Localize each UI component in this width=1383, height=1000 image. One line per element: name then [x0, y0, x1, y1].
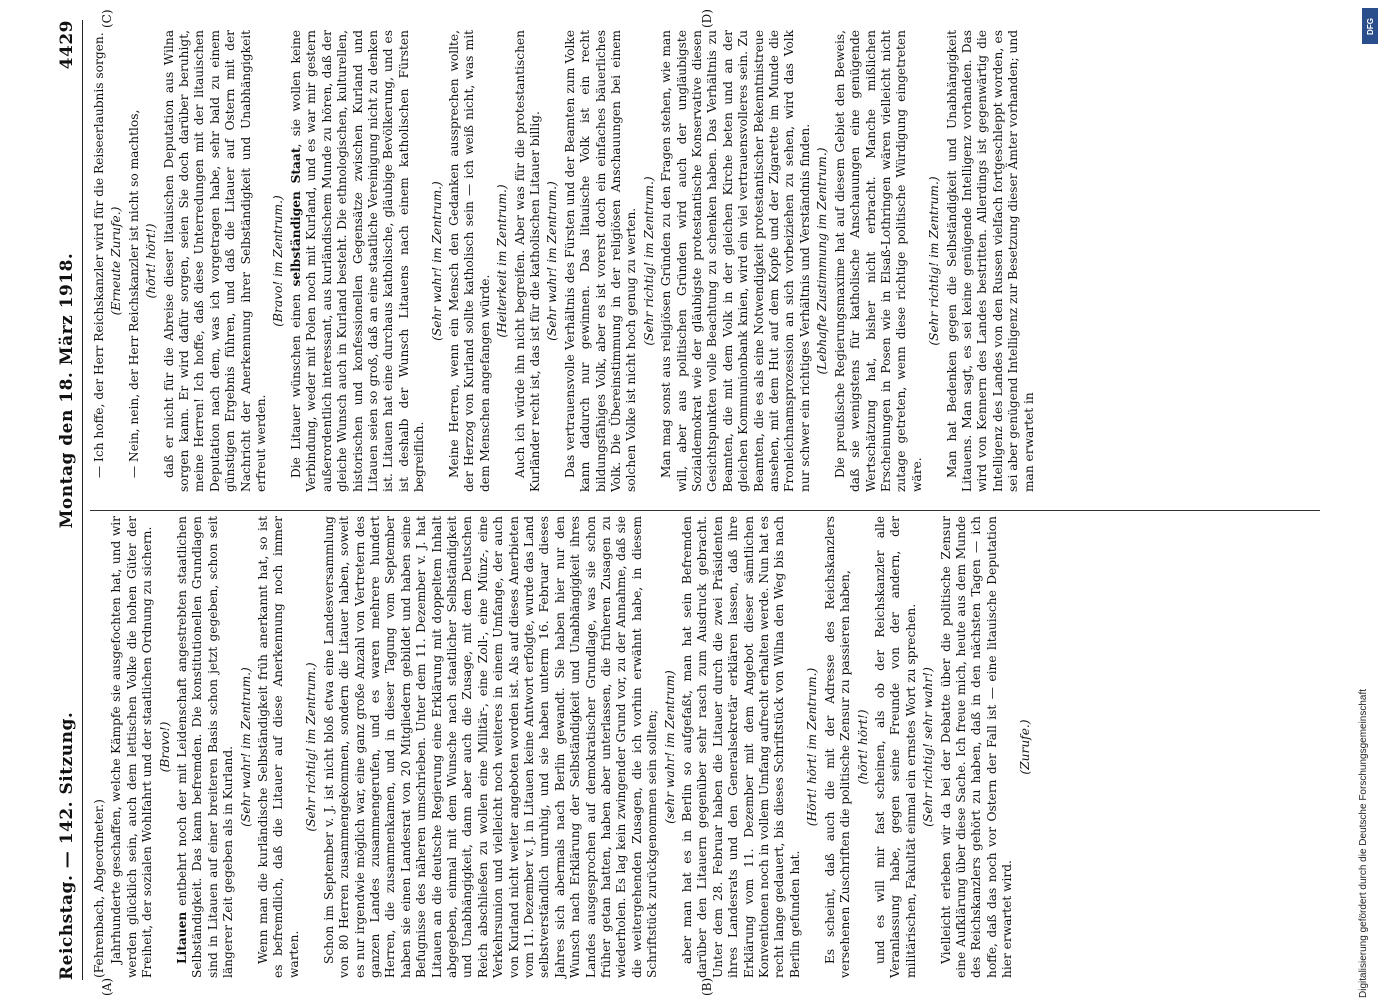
page-number: 4429: [57, 20, 77, 70]
margin-marker-d: (D): [700, 9, 714, 28]
interjection: (Sehr richtig! im Zentrum.): [304, 662, 319, 832]
interjection: (Bravo! im Zentrum.): [271, 195, 286, 327]
bold-term: selbständigen Staat: [288, 147, 303, 287]
paragraph: Wenn man die kurländische Selbständigkeit früh anerkannt hat, so ist es befremdlich, daß die Litauer auf diese Anerkennung noch immer warten.: [256, 516, 301, 978]
paragraph: Schon im September v. J. ist nicht bloß etwa eine Landesversammlung von 80 Herren zusammengekommen, sondern die Litauer haben, soweit es nur irgendwie möglich war, eine ganz große Anzahl von Vertretern des ganzen Landes zusammengerufen, und es waren mehrere hundert Herren, die zusammenkamen, und in dieser Tagung vom September haben sie einen Landesrat von 20 Mitgliedern gebildet und haben seine Befugnisse des näheren umschrieben. Unter dem 11. Dezember v. J. hat Litauen an die deutsche Regierung eine Erklärung mit doppeltem Inhalt abgegeben, einmal mit dem Wunsche nach staatlicher Selbständigkeit und Unabhängigkeit, dann aber auch die Zusage, mit dem Deutschen Reich abschließen zu wollen eine Militär-, eine Zoll-, eine Münz-, eine Verkehrsunion und vielleicht noch weiteres in einem Umfange, der auch von Kurland nicht weiter angeboten worden ist. Als auf dieses Anerbieten vom 11. Dezember v. J. in Litauen keine Antwort erfolgte, wurde das Land selbstverständlich unruhig, und sie haben unterm 16. Februar dieses Jahres sich abermals nach Berlin gewandt. Sie haben hier nur den Wunsch nach Erklärung der Selbständigkeit und Unabhängigkeit ihres Landes ausgesprochen auf demokratischer Grundlage, was sie schon früher getan hatten, haben aber unterlassen, die früheren Zusagen zu wiederholen. Es lag kein zwingender Grund vor, zu der Annahme, daß sie die weitergehenden Zusagen, die ich vorhin erwähnt habe, in diesem Schriftstück zurückgenommen sein sollten;: [321, 516, 660, 978]
column-divider: [90, 510, 1320, 511]
header-left: Reichstag. — 142. Sitzung.: [57, 711, 77, 980]
left-column: [92, 516, 1035, 978]
paragraph: und es will mir fast scheinen, als ob der Reichskanzler alle Veranlassung habe, gegen seine Freunde von der andern, der militärischen, Fakultät einmal ein ernstes Wort zu sprechen.: [872, 516, 918, 978]
interjection: (hört! hört!): [144, 223, 159, 299]
digitization-note: Digitalisierung gefördert durch die Deutsche Forschungsgemeinschaft: [1358, 688, 1369, 998]
paragraph: aber man hat es in Berlin so aufgefaßt, man hat sein Befremden darüber den Litauern gegenüber sehr rasch zum Ausdruck gebracht. Unter dem 28. Februar haben die Litauer durch die zwei Präsidenten ihres Landesrats und den Generalsekretär erklären lassen, daß ihre Erklärung vom 11. Dezember mit dem Angebot dieser sämtlichen Konventionen noch in vollem Umfang aufrecht erhalten werde. Nun hat es recht lange gedauert, bis dieses Schriftstück von Wilna den Weg bis nach Berlin gefunden hat.: [680, 516, 802, 978]
interjection: (Hört! hört! im Zentrum.): [805, 667, 820, 827]
paragraph: Das vertrauensvolle Verhältnis des Fürsten und der Beamten zum Volke kann dadurch nur gewinnen. Das litauische Volk ist ein recht bildungsfähiges Volk, aber es ist vorerst doch ein einfaches bäuerliches Volk. Die Übereinstimmung in der religiösen Anschauungen bei einem solchen Volke ist nicht hoch genug zu werten.: [562, 30, 639, 492]
paragraph: Meine Herren, wenn ein Mensch den Gedanken aussprechen wollte, der Herzog von Kurland sollte katholisch sein — ich weiß nicht, was mit dem Menschen angefangen würde.: [446, 30, 492, 492]
interjection: (Lebhafte Zustimmung im Zentrum.): [815, 147, 830, 375]
paragraph-prefix: Die Litauer wünschen einen: [288, 286, 303, 478]
page-header: [46, 20, 83, 980]
interjection: (Sehr richtig! sehr wahr!): [921, 667, 936, 827]
margin-marker-a: (A): [100, 977, 114, 996]
paragraph: Auch ich würde ihn nicht begreifen. Aber was für die protestantischen Kurländer recht ist, das ist für die katholischen Litauer billig.: [512, 30, 542, 492]
paragraph: — Ich hoffe, der Herr Reichskanzler wird für die Reiseerlaubnis sorgen.: [92, 32, 106, 478]
interjection: (Sehr wahr! im Zentrum.): [545, 181, 560, 341]
header-date: Montag den 18. März 1918.: [57, 252, 77, 529]
interjection: (sehr wahr! im Zentrum): [662, 670, 677, 824]
speaker-line: (Fehrenbach, Abgeordneter.): [92, 799, 106, 978]
interjection: (Sehr wahr! im Zentrum.): [429, 181, 444, 341]
paragraph: [175, 516, 237, 978]
margin-marker-b: (B): [700, 977, 714, 996]
paragraph: Jahrhunderte geschaffen, welche Kämpfe sie ausgefochten hat, und wir werden glücklich sein, auch dem lettischen Volke die hohen Güter der Freiheit, der sozialen Wohlfahrt und der staatlichen Ordnung zu sichern.: [109, 516, 155, 978]
paragraph: Vielleicht erleben wir da bei der Debatte über die politische Zensur eine Aufklärung über diese Sache. Ich freue mich, heute aus dem Munde des Reichskanzlers gehört zu haben, daß in den nächsten Tagen — ich hoffe, daß das noch vor Ostern der Fall ist — eine litauische Deputation hier erwartet wird.: [938, 516, 1015, 978]
paragraph: Man hat Bedenken gegen die Selbständigkeit und Unabhängigkeit Litauens. Man sagt, es sei keine genügende Intelligenz vorhanden. Das wird von Kennern des Landes bestritten. Allerdings ist gegenwärtig die Intelligenz des Landes von den Russen vielfach fortgeschleppt worden, es sei aber genügend Intelligenz zur Besetzung dieser Ämter vorhanden; und man erwartet in: [944, 29, 1036, 492]
paragraph: Man mag sonst aus religiösen Gründen zu den Fragen stehen, wie man will, aber aus politischen Gründen wird auch der ungläubigste Sozialdemokrat wie der gläubigste protestantische Konservative diesen Gesichtspunkten volle Beachtung zu schenken haben. Das Verhältnis zu Beamten, die mit dem Volk in der gleichen Kirche beten und an der gleichen Kommunionbank knien, wird ein viel vertrauensvolleres sein. Zu Beamten, die es als eine Notwendigkeit protestantischer Bekenntnistreue ansehen, mit dem Hut auf dem Kopfe und der Zigarette im Munde die Fronleichnamsprozession an sich vorbeiziehen zu sehen, wird das Volk nur schwer ein richtiges Verhältnis und Verständnis finden.: [659, 30, 812, 492]
paragraph: — Nein, nein, der Herr Reichskanzler ist nicht so machtlos,: [126, 109, 141, 478]
digitization-footer: [1356, 8, 1378, 998]
interjection: (hört! hört!): [855, 709, 870, 785]
interjection: (Sehr richtig! im Zentrum.): [927, 176, 942, 346]
interjection: (Sehr wahr! im Zentrum.): [238, 667, 253, 827]
paragraph: Es scheint, daß auch die mit der Adresse des Reichskanzlers versehenen Zuschriften die politische Zensur zu passieren haben,: [822, 516, 853, 978]
paragraph-body: entbehrt noch der mit Leidenschaft angestrebten staatlichen Selbständigkeit. Das kann befremden. Die konstitutionellen Grundlagen sind in Litauen auf einer breiteren Basis schon jetzt gegeben, schon seit längerer Zeit gegeben als in Kurland.: [175, 516, 236, 978]
paragraph: Die preußische Regierungsmaxime hat auf diesem Gebiet den Beweis, daß sie wenigstens für katholische Anschauungen eine genügende Wertschätzung hat, bisher nicht erbracht. Manche mißlichen Erscheinungen in Posen wie in Elsaß-Lothringen wären vielleicht nicht zutage getreten, wenn diese richtige politische Würdigung eingetreten wäre.: [832, 30, 924, 492]
paragraph: daß er nicht für die Abreise dieser litauischen Deputation aus Wilna sorgen kann. Er wird dafür sorgen, seien Sie doch darüber beruhigt, meine Herren! Ich hoffe, daß diese Unterredungen mit der litauischen Deputation nach dem, was ich vorgetragen habe, sehr bald zu einem günstigen Ergebnis führen, und daß die Litauer auf Ostern mit der Nachricht der Anerkennung ihrer Selbständigkeit und Unabhängigkeit erfreut werden.: [161, 30, 269, 492]
interjection: (Erneute Zurufe.): [109, 206, 124, 316]
interjection: (Bravo!): [157, 721, 172, 773]
paragraph: [289, 30, 428, 492]
right-column: [92, 30, 1039, 492]
interjection: (Zurufe.): [1017, 719, 1032, 775]
margin-marker-c: (C): [100, 9, 114, 28]
bold-term: Litauen: [175, 911, 190, 964]
interjection: (Heiterkeit im Zentrum.): [495, 184, 510, 338]
paragraph-body: , sie wollen keine Verbindung, weder mit Polen noch mit Kurland, und es war mir gestern außerordentlich interessant, aus kurländischem Munde zu hören, daß der gleiche Wunsch auch in Kurland besteht. Die ethnologischen, kulturellen, historischen und konfessionellen Gegensätze zwischen Kurland und Litauen seien so groß, daß an eine staatliche Vereinigung nicht zu denken ist. Litauen hat eine durchaus katholische, gläubige Bevölkerung, und es ist deshalb der Wunsch Litauens nach einem katholischen Fürsten begreiflich.: [288, 29, 427, 492]
interjection: (Sehr richtig! im Zentrum.): [641, 176, 656, 346]
dfg-logo-text: DFG: [1365, 17, 1375, 35]
